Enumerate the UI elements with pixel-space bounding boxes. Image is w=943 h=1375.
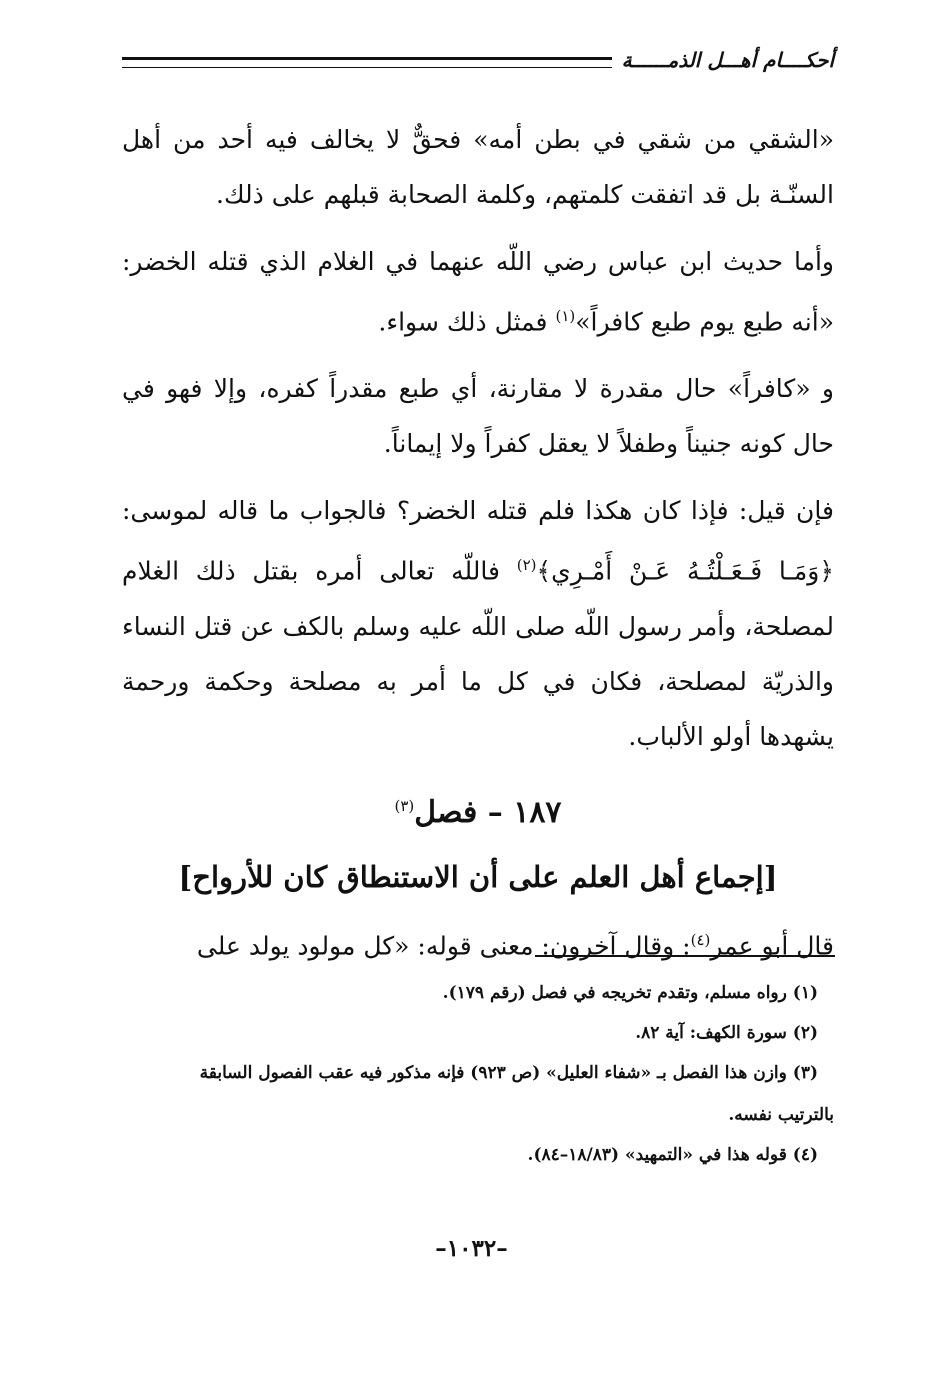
paragraph-3 — [122, 361, 834, 471]
footnote-4: (٤) قوله هذا في «التمهيد» (١٨/٨٣–٨٤). — [527, 1145, 818, 1165]
section-number-label: ١٨٧ – فصل — [414, 794, 562, 830]
paragraph-text: «الشقي من شقي في بطن أمه» فحقٌّ لا يخالف فيه أحد من أهل السنّـة بل قد اتفقت كلمتهم، وكلمة الصحابة قبلهم على ذلك. — [122, 125, 834, 209]
header-rule — [122, 57, 612, 68]
running-header — [122, 40, 834, 80]
footnote-continuation: بالترتيب نفسه. — [728, 1105, 834, 1125]
footnote-3 — [122, 1052, 834, 1136]
footnote-2: (٢) سورة الكهف: آية ٨٢. — [635, 1023, 818, 1043]
footnote-mark-4: (٤) — [690, 930, 711, 949]
footnotes — [122, 972, 834, 1174]
paragraph-text: قال أبو عمر — [710, 930, 834, 960]
paragraph-text: فاللّه تعالى أمره بقتل ذلك الغلام لمصلحة، وأمر رسول اللّه صلى اللّه عليه وسلم بالكف عن قتل النساء والذريّة لمصلحة، فكان في كل ما أمر به مصلحة وحكمة ورحمة يشهدها أولو الألباب. — [122, 556, 834, 751]
paragraph-4 — [122, 483, 834, 763]
running-title: أحكــــام أهـــل الذمــــــة — [621, 48, 834, 72]
footnote-mark-3: (٣) — [394, 796, 415, 815]
paragraph-text: وأما حديث ابن عباس رضي اللّه عنهما في الغلام الذي قتله الخضر: «أنه طبع يوم طبع كافراً» — [122, 247, 834, 337]
paragraph-2 — [122, 234, 834, 349]
paragraph-1 — [122, 112, 834, 222]
section-title: [إجماع أهل العلم على أن الاستنطاق كان للأرواح] — [178, 859, 778, 894]
paragraph-5 — [122, 913, 834, 973]
footnote-mark-1: (١) — [555, 307, 576, 325]
footnote-separator — [535, 955, 835, 957]
footnote-mark-2: (٢) — [516, 556, 537, 575]
paragraph-text: و «كافراً» حال مقدرة لا مقارنة، أي طبع مقدراً كفره، وإلا فهو في حال كونه جنيناً وطفلاً لا يعقل كفراً ولا إيماناً. — [122, 374, 834, 459]
footnote-text: (٣) وازن هذا الفصل بـ «شفاء العليل» (ص ٩٢٣) فإنه مذكور فيه عقب الفصول السابقة — [199, 1063, 818, 1083]
paragraph-text: فإن قيل: فإذا كان هكذا فلم قتله الخضر؟ فالجواب ما قاله لموسى: ﴿وَمَـا فَـعَـلْتُـهُ عَـنْ أَمْـرِي﴾ — [122, 496, 834, 586]
paragraph-text: : وقال آخرون: معنى قوله: «كل مولود يولد على — [196, 930, 691, 960]
footnote-1: (١) رواه مسلم، وتقدم تخريجه في فصل (رقم ١٧٩). — [442, 983, 818, 1003]
section-number — [122, 786, 834, 833]
page-number: –١٠٣٢– — [435, 1235, 508, 1262]
paragraph-text: فمثل ذلك سواء. — [378, 307, 556, 337]
body-text — [122, 112, 834, 985]
